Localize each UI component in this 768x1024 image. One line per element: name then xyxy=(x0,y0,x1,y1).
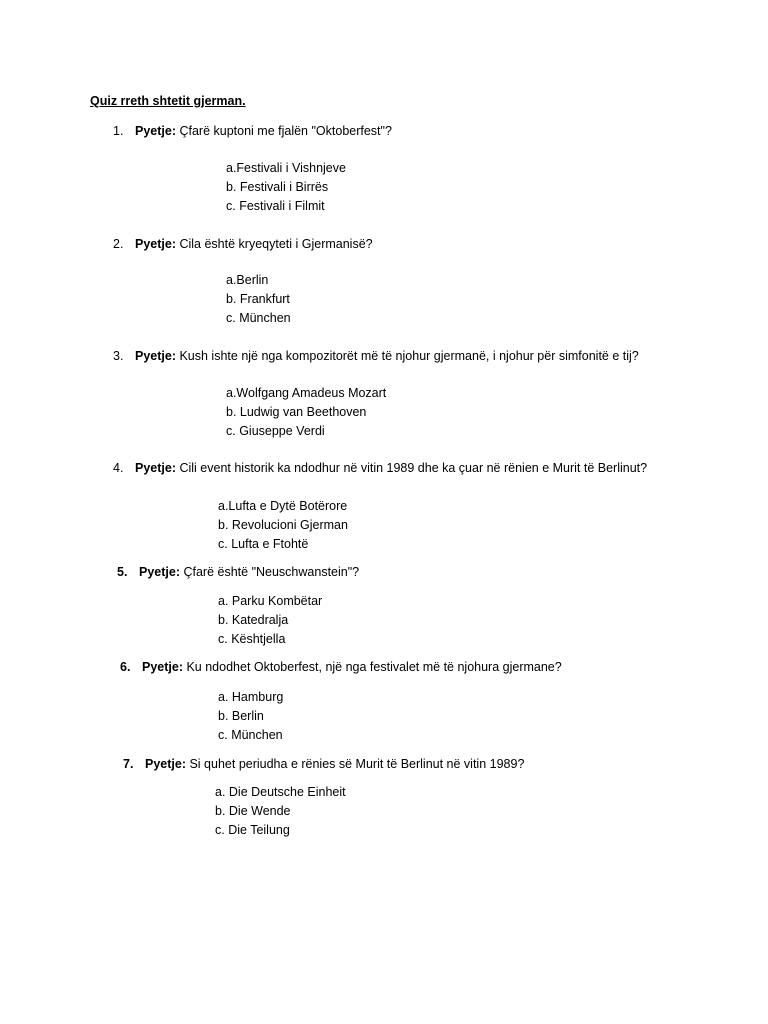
option-c: c. Giuseppe Verdi xyxy=(226,423,325,438)
option-b: b. Berlin xyxy=(218,708,264,723)
option-a: a. Parku Kombëtar xyxy=(218,594,323,608)
options-4 xyxy=(218,497,348,553)
question-5 xyxy=(117,564,359,580)
option-c: c. München xyxy=(218,727,283,742)
options-3 xyxy=(226,384,386,440)
question-text: Si quhet periudha e rënies së Murit të Berlinut në vitin 1989? xyxy=(186,757,525,771)
option-b: b. Frankfurt xyxy=(226,291,290,306)
question-4 xyxy=(113,460,647,476)
question-number: 4. xyxy=(113,461,124,475)
options-1 xyxy=(226,159,346,215)
option-a: a.Lufta e Dytë Botërore xyxy=(218,499,348,513)
question-label: Pyetje: xyxy=(135,124,176,138)
question-label: Pyetje: xyxy=(135,461,176,475)
question-6 xyxy=(120,659,562,675)
option-c: c. Kështjella xyxy=(218,631,286,646)
question-7 xyxy=(123,756,524,772)
option-a: a. Die Deutsche Einheit xyxy=(215,785,346,799)
option-c: c. Die Teilung xyxy=(215,822,290,837)
question-number: 6. xyxy=(120,660,131,674)
question-text: Çfarë kuptoni me fjalën "Oktoberfest"? xyxy=(176,124,392,138)
option-b: b. Katedralja xyxy=(218,612,289,627)
question-number: 3. xyxy=(113,349,124,363)
question-text: Çfarë është "Neuschwanstein"? xyxy=(180,565,360,579)
question-label: Pyetje: xyxy=(142,660,183,674)
option-a: a.Festivali i Vishnjeve xyxy=(226,161,346,175)
option-c: c. München xyxy=(226,310,291,325)
option-c: c. Festivali i Filmit xyxy=(226,198,325,213)
question-text: Ku ndodhet Oktoberfest, një nga festivalet më të njohura gjermane? xyxy=(183,660,562,674)
question-label: Pyetje: xyxy=(135,237,176,251)
option-a: a. Hamburg xyxy=(218,690,284,704)
option-b: b. Festivali i Birrës xyxy=(226,179,329,194)
options-7 xyxy=(215,783,346,839)
question-text: Cili event historik ka ndodhur në vitin 1989 dhe ka çuar në rënien e Murit të Berlinut? xyxy=(176,461,648,475)
option-b: b. Die Wende xyxy=(215,803,291,818)
options-6 xyxy=(218,688,283,744)
option-a: a.Berlin xyxy=(226,273,269,287)
question-number: 5. xyxy=(117,565,128,579)
question-label: Pyetje: xyxy=(135,349,176,363)
question-number: 7. xyxy=(123,757,134,771)
question-3 xyxy=(113,348,639,364)
question-number: 2. xyxy=(113,237,124,251)
option-c: c. Lufta e Ftohtë xyxy=(218,536,309,551)
question-text: Kush ishte një nga kompozitorët më të njohur gjermanë, i njohur për simfonitë e tij? xyxy=(176,349,639,363)
question-label: Pyetje: xyxy=(145,757,186,771)
question-1 xyxy=(113,123,392,139)
option-b: b. Revolucioni Gjerman xyxy=(218,517,348,532)
quiz-title: Quiz rreth shtetit gjerman. xyxy=(90,94,246,108)
question-text: Cila është kryeqyteti i Gjermanisë? xyxy=(176,237,373,251)
options-2 xyxy=(226,271,291,327)
option-a: a.Wolfgang Amadeus Mozart xyxy=(226,386,387,400)
question-label: Pyetje: xyxy=(139,565,180,579)
question-2 xyxy=(113,236,373,252)
option-b: b. Ludwig van Beethoven xyxy=(226,404,367,419)
question-number: 1. xyxy=(113,124,124,138)
options-5 xyxy=(218,592,322,648)
